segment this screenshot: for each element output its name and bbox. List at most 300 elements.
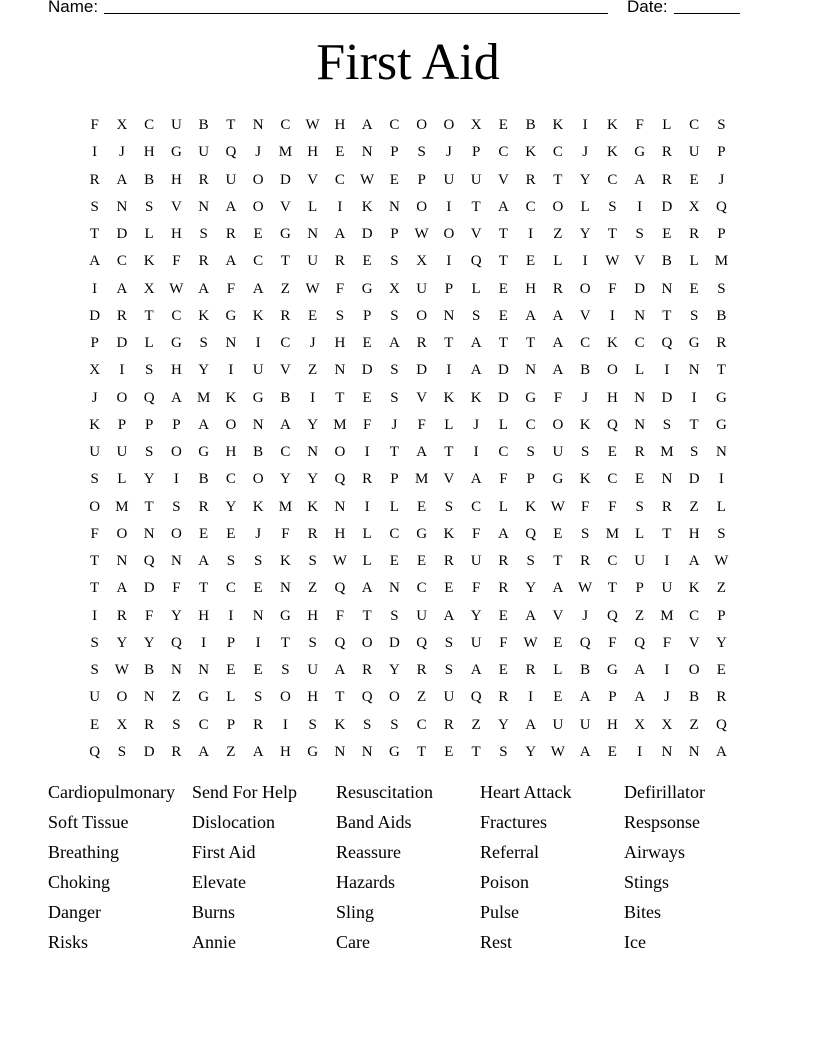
grid-cell[interactable]: C	[389, 525, 400, 542]
grid-cell[interactable]: E	[553, 634, 563, 651]
grid-cell[interactable]: R	[498, 553, 509, 569]
grid-cell[interactable]: I	[255, 335, 261, 351]
grid-cell[interactable]: V	[579, 307, 591, 324]
grid-cell[interactable]: F	[335, 607, 345, 624]
grid-cell[interactable]: P	[90, 335, 99, 351]
grid-cell[interactable]: Q	[606, 607, 618, 624]
grid-cell[interactable]: O	[170, 525, 182, 542]
grid-cell[interactable]: B	[525, 117, 536, 133]
grid-cell[interactable]: K	[89, 416, 101, 433]
date-blank-line[interactable]	[674, 13, 740, 14]
grid-cell[interactable]: X	[634, 716, 646, 733]
grid-cell[interactable]: B	[580, 362, 591, 379]
grid-cell[interactable]: W	[414, 226, 429, 242]
grid-cell[interactable]: L	[498, 498, 508, 515]
grid-cell[interactable]: K	[525, 498, 537, 515]
grid-cell[interactable]: P	[717, 226, 726, 242]
grid-cell[interactable]: C	[689, 607, 700, 624]
grid-cell[interactable]: E	[362, 253, 372, 270]
grid-cell[interactable]: T	[716, 362, 726, 379]
grid-cell[interactable]: M	[414, 471, 429, 488]
grid-cell[interactable]: S	[580, 444, 590, 460]
grid-cell[interactable]: A	[252, 280, 264, 297]
grid-cell[interactable]: Q	[334, 471, 346, 488]
grid-cell[interactable]: A	[116, 171, 128, 188]
grid-cell[interactable]: R	[416, 335, 427, 351]
grid-cell[interactable]: I	[609, 307, 615, 324]
grid-cell[interactable]: P	[417, 171, 426, 188]
grid-cell[interactable]: S	[717, 117, 726, 133]
grid-cell[interactable]: T	[417, 743, 427, 760]
grid-cell[interactable]: F	[580, 498, 590, 515]
grid-cell[interactable]: N	[388, 198, 400, 215]
grid-cell[interactable]: P	[471, 144, 481, 161]
grid-cell[interactable]: U	[470, 634, 482, 651]
grid-cell[interactable]: X	[661, 716, 673, 733]
grid-cell[interactable]: C	[525, 198, 536, 215]
grid-cell[interactable]: Y	[579, 171, 591, 188]
grid-cell[interactable]: R	[416, 662, 427, 678]
grid-cell[interactable]: K	[470, 389, 482, 406]
grid-cell[interactable]: C	[225, 471, 236, 488]
grid-cell[interactable]: U	[198, 144, 210, 161]
grid-cell[interactable]: S	[608, 198, 617, 215]
grid-cell[interactable]: Q	[470, 689, 482, 706]
grid-cell[interactable]: S	[390, 362, 399, 379]
grid-cell[interactable]: T	[90, 580, 100, 597]
grid-cell[interactable]: C	[144, 117, 155, 133]
grid-cell[interactable]: N	[361, 743, 373, 760]
grid-cell[interactable]: K	[252, 498, 264, 515]
grid-cell[interactable]: P	[717, 144, 726, 161]
grid-cell[interactable]: S	[444, 662, 454, 678]
grid-cell[interactable]: B	[253, 444, 264, 460]
grid-cell[interactable]: Q	[661, 335, 673, 351]
grid-cell[interactable]: C	[116, 253, 127, 270]
grid-cell[interactable]: N	[334, 743, 346, 760]
grid-cell[interactable]: U	[416, 280, 428, 297]
grid-cell[interactable]: H	[334, 117, 346, 133]
grid-cell[interactable]: R	[198, 498, 209, 515]
grid-cell[interactable]: H	[307, 144, 319, 161]
grid-cell[interactable]: N	[334, 362, 346, 379]
grid-cell[interactable]: T	[444, 335, 454, 351]
grid-cell[interactable]: I	[364, 498, 370, 515]
grid-cell[interactable]: A	[416, 444, 428, 460]
grid-cell[interactable]: D	[143, 743, 155, 760]
grid-cell[interactable]: T	[498, 226, 508, 242]
grid-cell[interactable]: L	[635, 525, 645, 542]
grid-cell[interactable]: U	[579, 716, 591, 733]
grid-cell[interactable]: T	[498, 253, 508, 270]
grid-cell[interactable]: L	[553, 253, 563, 270]
grid-cell[interactable]: S	[308, 553, 317, 569]
grid-cell[interactable]: U	[688, 144, 700, 161]
grid-cell[interactable]: I	[637, 743, 643, 760]
grid-cell[interactable]: A	[198, 743, 210, 760]
grid-cell[interactable]: Z	[171, 689, 181, 706]
grid-cell[interactable]: E	[498, 307, 508, 324]
grid-cell[interactable]: E	[199, 525, 209, 542]
grid-cell[interactable]: A	[443, 607, 455, 624]
grid-cell[interactable]: N	[198, 198, 210, 215]
grid-cell[interactable]: T	[526, 335, 536, 351]
grid-cell[interactable]: A	[279, 416, 291, 433]
grid-cell[interactable]: M	[660, 607, 674, 624]
grid-cell[interactable]: P	[444, 280, 454, 297]
grid-cell[interactable]: G	[198, 444, 210, 460]
grid-cell[interactable]: N	[170, 553, 182, 569]
grid-cell[interactable]: J	[582, 144, 589, 161]
grid-cell[interactable]: A	[552, 335, 564, 351]
grid-cell[interactable]: Z	[308, 362, 318, 379]
grid-cell[interactable]: F	[172, 580, 181, 597]
grid-cell[interactable]: S	[499, 743, 508, 760]
grid-cell[interactable]: A	[525, 307, 537, 324]
grid-cell[interactable]: V	[279, 362, 291, 379]
grid-cell[interactable]: F	[281, 525, 290, 542]
grid-cell[interactable]: H	[688, 525, 700, 542]
grid-cell[interactable]: M	[333, 416, 347, 433]
grid-cell[interactable]: O	[361, 634, 373, 651]
grid-cell[interactable]: X	[416, 253, 428, 270]
grid-cell[interactable]: R	[498, 689, 509, 706]
grid-cell[interactable]: Y	[525, 580, 537, 597]
grid-cell[interactable]: K	[443, 389, 455, 406]
grid-cell[interactable]: U	[116, 444, 128, 460]
grid-cell[interactable]: D	[89, 307, 101, 324]
grid-cell[interactable]: R	[525, 662, 536, 678]
grid-cell[interactable]: F	[90, 117, 99, 133]
grid-cell[interactable]: E	[226, 525, 236, 542]
grid-cell[interactable]: N	[688, 362, 700, 379]
grid-cell[interactable]: I	[637, 198, 643, 215]
grid-cell[interactable]: R	[661, 498, 672, 515]
grid-cell[interactable]: I	[473, 444, 479, 460]
grid-cell[interactable]: H	[334, 525, 346, 542]
grid-cell[interactable]: A	[361, 117, 373, 133]
grid-cell[interactable]: D	[661, 389, 673, 406]
grid-cell[interactable]: H	[307, 607, 319, 624]
grid-cell[interactable]: E	[253, 580, 263, 597]
grid-cell[interactable]: A	[225, 253, 237, 270]
grid-cell[interactable]: G	[225, 307, 237, 324]
grid-cell[interactable]: L	[580, 198, 590, 215]
grid-cell[interactable]: E	[417, 553, 427, 569]
grid-cell[interactable]: O	[89, 498, 101, 515]
grid-cell[interactable]: E	[444, 743, 454, 760]
grid-cell[interactable]: W	[578, 580, 593, 597]
grid-cell[interactable]: G	[715, 416, 727, 433]
grid-cell[interactable]: S	[717, 280, 726, 297]
grid-cell[interactable]: F	[608, 498, 617, 515]
grid-cell[interactable]: C	[171, 307, 182, 324]
grid-cell[interactable]: Q	[579, 634, 591, 651]
grid-cell[interactable]: O	[579, 280, 591, 297]
grid-cell[interactable]: I	[201, 634, 207, 651]
grid-cell[interactable]: G	[170, 144, 182, 161]
grid-cell[interactable]: X	[688, 198, 700, 215]
grid-cell[interactable]: A	[470, 662, 482, 678]
grid-cell[interactable]: R	[144, 716, 155, 733]
grid-cell[interactable]: E	[607, 743, 617, 760]
grid-cell[interactable]: K	[606, 335, 618, 351]
grid-cell[interactable]: E	[498, 607, 508, 624]
grid-cell[interactable]: O	[116, 525, 128, 542]
grid-cell[interactable]: E	[417, 498, 427, 515]
grid-cell[interactable]: T	[144, 307, 154, 324]
grid-cell[interactable]: L	[635, 362, 645, 379]
grid-cell[interactable]: L	[362, 525, 372, 542]
grid-cell[interactable]: W	[523, 634, 538, 651]
grid-cell[interactable]: F	[172, 253, 181, 270]
grid-cell[interactable]: L	[362, 553, 372, 569]
grid-cell[interactable]: V	[279, 198, 291, 215]
grid-cell[interactable]: P	[144, 416, 154, 433]
grid-cell[interactable]: H	[170, 226, 182, 242]
grid-cell[interactable]: E	[498, 117, 508, 133]
grid-cell[interactable]: E	[689, 171, 699, 188]
grid-cell[interactable]: J	[445, 144, 452, 161]
grid-cell[interactable]: F	[144, 607, 154, 624]
grid-cell[interactable]: A	[634, 689, 646, 706]
grid-cell[interactable]: Q	[525, 525, 537, 542]
grid-cell[interactable]: I	[228, 362, 234, 379]
grid-cell[interactable]: Q	[416, 634, 428, 651]
grid-cell[interactable]: D	[279, 171, 291, 188]
grid-cell[interactable]: F	[471, 525, 481, 542]
grid-cell[interactable]: Q	[361, 689, 373, 706]
grid-cell[interactable]: T	[280, 634, 290, 651]
grid-cell[interactable]: S	[689, 444, 699, 460]
grid-cell[interactable]: A	[552, 580, 564, 597]
grid-cell[interactable]: T	[90, 226, 100, 242]
grid-cell[interactable]: L	[662, 117, 672, 133]
grid-cell[interactable]: A	[334, 226, 346, 242]
grid-cell[interactable]: T	[689, 416, 699, 433]
grid-cell[interactable]: C	[334, 171, 345, 188]
grid-cell[interactable]: V	[443, 471, 455, 488]
grid-cell[interactable]: T	[199, 580, 209, 597]
grid-cell[interactable]: S	[117, 743, 127, 760]
grid-cell[interactable]: X	[89, 362, 101, 379]
grid-cell[interactable]: M	[660, 444, 674, 460]
grid-cell[interactable]: M	[115, 498, 129, 515]
grid-cell[interactable]: E	[308, 307, 318, 324]
grid-cell[interactable]: U	[470, 171, 482, 188]
grid-cell[interactable]: E	[607, 444, 617, 460]
grid-cell[interactable]: H	[307, 689, 319, 706]
grid-cell[interactable]: R	[525, 171, 536, 188]
grid-cell[interactable]: C	[607, 471, 618, 488]
grid-cell[interactable]: H	[143, 144, 155, 161]
grid-cell[interactable]: C	[389, 117, 400, 133]
grid-cell[interactable]: I	[92, 607, 98, 624]
grid-cell[interactable]: S	[526, 553, 535, 569]
grid-cell[interactable]: T	[471, 743, 481, 760]
grid-cell[interactable]: A	[198, 280, 210, 297]
grid-cell[interactable]: Q	[606, 416, 618, 433]
grid-cell[interactable]: S	[417, 144, 426, 161]
grid-cell[interactable]: V	[470, 226, 482, 242]
grid-cell[interactable]: U	[416, 607, 428, 624]
grid-cell[interactable]: I	[364, 444, 370, 460]
grid-cell[interactable]: G	[279, 226, 291, 242]
grid-cell[interactable]: T	[662, 307, 672, 324]
grid-cell[interactable]: U	[307, 662, 319, 678]
grid-cell[interactable]: C	[225, 580, 236, 597]
grid-cell[interactable]: D	[116, 226, 128, 242]
grid-cell[interactable]: C	[607, 553, 618, 569]
grid-cell[interactable]: O	[252, 471, 264, 488]
grid-cell[interactable]: T	[335, 389, 345, 406]
grid-cell[interactable]: V	[307, 171, 319, 188]
grid-cell[interactable]: G	[688, 335, 700, 351]
grid-cell[interactable]: D	[634, 280, 646, 297]
grid-cell[interactable]: T	[90, 553, 100, 569]
grid-cell[interactable]: I	[446, 362, 452, 379]
grid-cell[interactable]: S	[172, 716, 181, 733]
grid-cell[interactable]: J	[582, 389, 589, 406]
grid-cell[interactable]: B	[280, 389, 291, 406]
grid-cell[interactable]: A	[388, 335, 400, 351]
grid-cell[interactable]: N	[525, 362, 537, 379]
grid-cell[interactable]: A	[116, 280, 128, 297]
grid-cell[interactable]: N	[252, 607, 264, 624]
grid-cell[interactable]: J	[391, 416, 398, 433]
grid-cell[interactable]: K	[579, 471, 591, 488]
grid-cell[interactable]: I	[582, 117, 588, 133]
grid-cell[interactable]: A	[497, 198, 509, 215]
grid-cell[interactable]: S	[199, 226, 208, 242]
grid-cell[interactable]: Y	[388, 662, 400, 678]
grid-cell[interactable]: A	[198, 416, 210, 433]
grid-cell[interactable]: S	[662, 416, 672, 433]
grid-cell[interactable]: C	[280, 444, 291, 460]
grid-cell[interactable]: Z	[280, 280, 290, 297]
grid-cell[interactable]: R	[171, 743, 182, 760]
grid-cell[interactable]: D	[361, 362, 373, 379]
grid-cell[interactable]: A	[361, 580, 373, 597]
grid-cell[interactable]: E	[389, 553, 399, 569]
grid-cell[interactable]: S	[253, 553, 263, 569]
grid-cell[interactable]: K	[606, 144, 618, 161]
grid-cell[interactable]: N	[307, 226, 319, 242]
grid-cell[interactable]: N	[634, 389, 646, 406]
grid-cell[interactable]: N	[715, 444, 727, 460]
grid-cell[interactable]: R	[443, 553, 454, 569]
grid-cell[interactable]: G	[361, 280, 373, 297]
grid-cell[interactable]: A	[252, 743, 264, 760]
grid-cell[interactable]: H	[279, 743, 291, 760]
grid-cell[interactable]: X	[388, 280, 400, 297]
grid-cell[interactable]: K	[143, 253, 155, 270]
grid-cell[interactable]: A	[225, 198, 237, 215]
grid-cell[interactable]: A	[579, 689, 591, 706]
grid-cell[interactable]: S	[308, 634, 317, 651]
grid-cell[interactable]: A	[715, 743, 727, 760]
grid-cell[interactable]: R	[253, 716, 264, 733]
grid-cell[interactable]: E	[362, 335, 372, 351]
grid-cell[interactable]: J	[718, 171, 725, 188]
grid-cell[interactable]: F	[226, 280, 236, 297]
grid-cell[interactable]: U	[443, 171, 455, 188]
grid-cell[interactable]: P	[362, 307, 372, 324]
grid-cell[interactable]: W	[605, 253, 620, 270]
grid-cell[interactable]: F	[499, 471, 508, 488]
grid-cell[interactable]: C	[552, 144, 563, 161]
grid-cell[interactable]: D	[143, 580, 155, 597]
grid-cell[interactable]: A	[170, 389, 182, 406]
grid-cell[interactable]: K	[225, 389, 237, 406]
grid-cell[interactable]: K	[688, 580, 700, 597]
grid-cell[interactable]: L	[716, 498, 726, 515]
grid-cell[interactable]: E	[90, 716, 100, 733]
grid-cell[interactable]: A	[334, 662, 346, 678]
grid-cell[interactable]: K	[525, 144, 537, 161]
grid-cell[interactable]: V	[416, 389, 428, 406]
grid-cell[interactable]: D	[388, 634, 400, 651]
grid-cell[interactable]: L	[444, 416, 454, 433]
grid-cell[interactable]: I	[446, 253, 452, 270]
grid-cell[interactable]: A	[116, 580, 128, 597]
grid-cell[interactable]: C	[253, 253, 264, 270]
grid-cell[interactable]: V	[552, 607, 564, 624]
grid-cell[interactable]: O	[116, 389, 128, 406]
grid-cell[interactable]: S	[308, 716, 317, 733]
grid-cell[interactable]: M	[278, 498, 293, 515]
grid-cell[interactable]: F	[362, 416, 372, 433]
grid-cell[interactable]: V	[170, 198, 182, 215]
grid-cell[interactable]: W	[714, 553, 729, 569]
grid-cell[interactable]: A	[470, 335, 482, 351]
grid-cell[interactable]: Y	[170, 607, 182, 624]
grid-cell[interactable]: W	[305, 280, 320, 297]
grid-cell[interactable]: S	[335, 307, 345, 324]
grid-cell[interactable]: E	[635, 471, 645, 488]
grid-cell[interactable]: C	[416, 580, 427, 597]
grid-cell[interactable]: O	[252, 171, 264, 188]
grid-cell[interactable]: J	[473, 416, 480, 433]
grid-cell[interactable]: S	[635, 498, 644, 515]
grid-cell[interactable]: W	[550, 498, 565, 515]
grid-cell[interactable]: N	[634, 307, 646, 324]
grid-cell[interactable]: W	[332, 553, 347, 569]
grid-cell[interactable]: J	[255, 144, 262, 161]
grid-cell[interactable]: Z	[417, 689, 427, 706]
grid-cell[interactable]: L	[144, 335, 154, 351]
grid-cell[interactable]: J	[309, 335, 316, 351]
grid-cell[interactable]: F	[635, 117, 644, 133]
grid-cell[interactable]: S	[526, 444, 535, 460]
grid-cell[interactable]: N	[634, 416, 646, 433]
grid-cell[interactable]: O	[443, 117, 455, 133]
grid-cell[interactable]: N	[661, 471, 673, 488]
grid-cell[interactable]: R	[552, 280, 563, 297]
grid-cell[interactable]: E	[226, 662, 236, 678]
grid-cell[interactable]: O	[552, 198, 564, 215]
grid-cell[interactable]: K	[552, 117, 564, 133]
grid-cell[interactable]: F	[608, 280, 617, 297]
grid-cell[interactable]: G	[552, 471, 564, 488]
grid-cell[interactable]: F	[608, 634, 617, 651]
grid-cell[interactable]: N	[688, 743, 700, 760]
grid-cell[interactable]: O	[334, 444, 346, 460]
grid-cell[interactable]: G	[252, 389, 264, 406]
grid-cell[interactable]: P	[608, 689, 617, 706]
grid-cell[interactable]: E	[553, 525, 563, 542]
grid-cell[interactable]: R	[198, 171, 209, 188]
